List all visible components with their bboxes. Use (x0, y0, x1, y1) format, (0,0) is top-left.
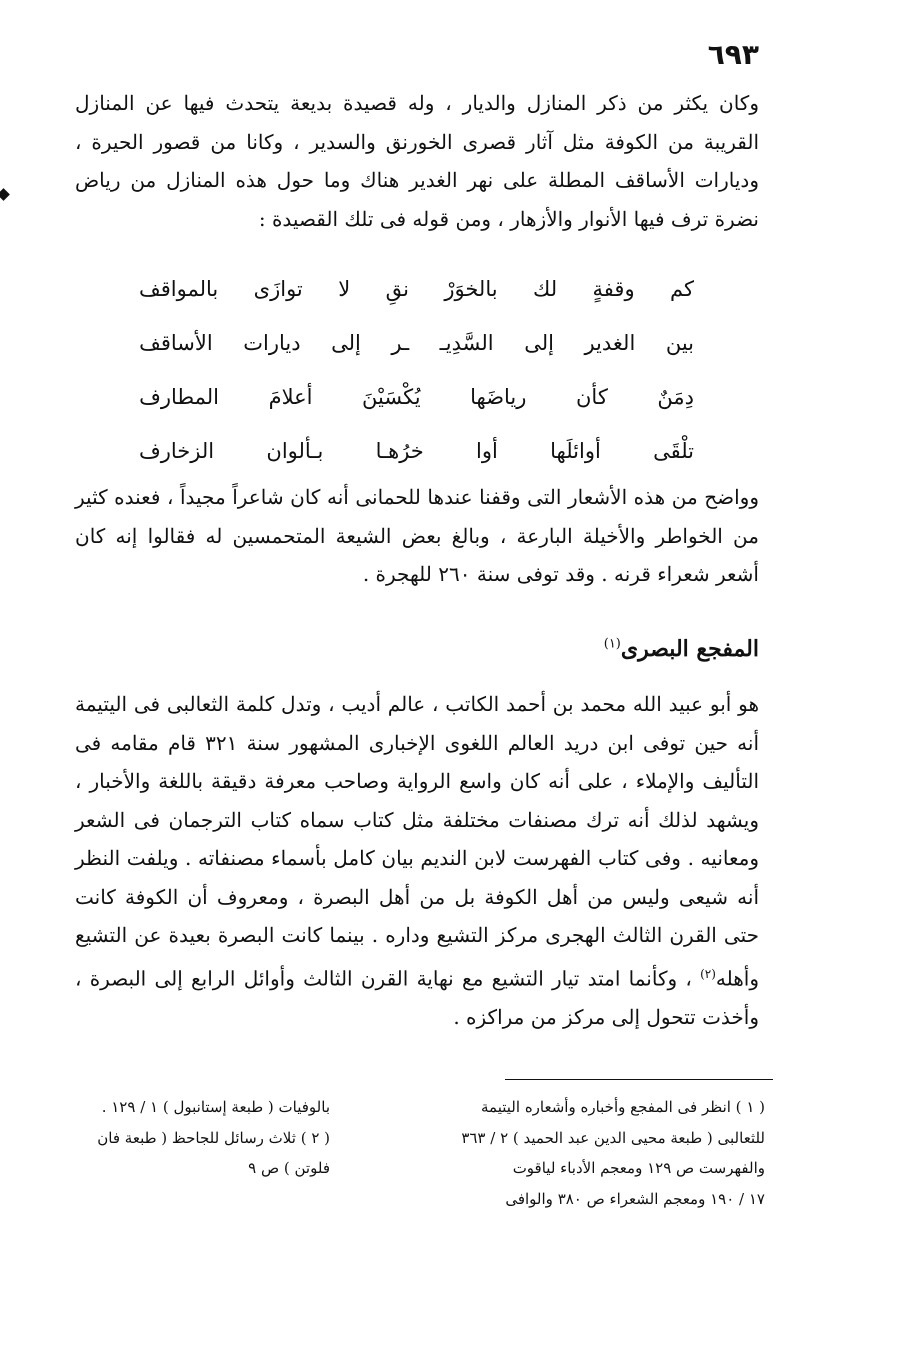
footnote-line: ( ٢ ) ثلاث رسائل للجاحظ ( طبعة فان (98, 1128, 331, 1147)
poem-line-4 (140, 424, 695, 478)
poem-word: وقفةٍ (593, 277, 636, 301)
poem-word: الغدير (585, 331, 637, 355)
paragraph-biography-end: ، وكأنما امتد تيار التشيع مع نهاية القرن الثالث وأوائل الرابع إلى البصرة ، وأخذت تتحول إلى مركز من مراكزه . (76, 966, 760, 1029)
poem-word: ـر (392, 331, 411, 355)
poem-word: كم (671, 277, 695, 301)
poem-word: لك (534, 277, 559, 301)
poem-word: ديارات (244, 331, 302, 355)
poem-word: السَّدِيـ (440, 331, 495, 355)
poem-word: كأن (577, 385, 609, 409)
poem-word: الأساقف (140, 331, 214, 355)
footnote-ref: (١) (604, 636, 622, 652)
poem-word: إلى (332, 331, 362, 355)
footnote-column-right (461, 1092, 766, 1214)
poem-word: لا (339, 277, 352, 301)
footnote-ref: (٢) (701, 966, 717, 981)
paragraph-conclusion: وواضح من هذه الأشعار التى وقفنا عندها للحمانى أنه كان شاعراً مجيداً ، فعنده كثير من الخواطر والأخيلة البارعة ، وبالغ بعض الشيعة المتحمسين له فقالوا إنه كان أشعر شعراء قرنه . وقد توفى سنة ٢٦٠ للهجرة . (76, 485, 760, 586)
paragraph-biography-text: هو أبو عبيد الله محمد بن أحمد الكاتب ، عالم أديب ، وتدل كلمة الثعالبى فى اليتيمة أنه حين توفى ابن دريد العالم اللغوى الإخبارى المشهور سنة ٣٢١ قام مقامه فى التأليف والإملاء ، على أنه كان واسع الرواية وصاحب معرفة دقيقة باللغة والأخبار ، ويشهد لذلك أنه ترك مصنفات مختلفة مثل كتاب سماه كتاب الترجمان فى الشعر ومعانيه . وفى كتاب الفهرست لابن النديم بيان كامل بأسماء مصنفاته . ويلفت النظر أنه شيعى وليس من أهل الكوفة بل من أهل البصرة ، ومعروف أن الكوفة كانت حتى القرن الثالث الهجرى مركز التشيع وداره . بينما كانت البصرة بعيدة عن التشيع وأهله (76, 692, 761, 991)
footnote-line: بالوفيات ( طبعة إستانبول ) ١ / ١٢٩ . (102, 1098, 331, 1116)
poem-word: إلى (525, 331, 555, 355)
footnote-line: والفهرست ص ١٢٩ ومعجم الأدباء لياقوت (513, 1159, 766, 1177)
poem (140, 262, 695, 478)
poem-word: تلْقَى (654, 439, 695, 463)
paragraph-intro: وكان يكثر من ذكر المنازل والديار ، وله قصيدة بديعة يتحدث فيها عن المنازل القريبة من الكوفة مثل آثار قصرى الخورنق والسدير ، وكانا من قصور الحيرة ، وديارات الأساقف المطلة على نهر الغدير هناك وما حول هذه المنازل من رياض نضرة ترف فيها الأنوار والأزهار ، ومن قوله فى تلك القصيدة : (76, 91, 760, 231)
poem-line-2 (140, 316, 695, 370)
footnote-line: ( ١ ) انظر فى المفجع وأخباره وأشعاره اليتيمة (482, 1098, 766, 1116)
poem-word: المطارف (140, 385, 220, 409)
footnotes (76, 1092, 766, 1214)
footnote-line: فلوتن ) ص ٩ (249, 1159, 331, 1177)
poem-word: رياضَها (471, 385, 528, 409)
footnote-line: للثعالبى ( طبعة محيى الدين عبد الحميد ) ٢ / ٣٦٣ (462, 1128, 766, 1147)
section-heading (520, 636, 760, 662)
footnote-divider (506, 1079, 774, 1080)
footnote-line: ١٧ / ١٩٠ ومعجم الشعراء ص ٣٨٠ والوافى (506, 1189, 766, 1208)
poem-word: أوائلَها (551, 439, 602, 463)
poem-word: بين (666, 331, 695, 355)
poem-line-1 (140, 262, 695, 316)
poem-word: توازَى (254, 277, 304, 301)
paragraph-biography (76, 685, 760, 1036)
poem-word: أعلامَ (269, 385, 314, 409)
poem-word: الزخارف (140, 439, 216, 463)
poem-word: دِمَنٌ (658, 385, 695, 409)
poem-word: يُكْسَيْنَ (363, 385, 422, 409)
page-number: ٣٩٦ (708, 38, 760, 71)
poem-word: خرُهـا (376, 439, 425, 463)
poem-word: بـألوان (267, 439, 325, 463)
poem-word: أوا (477, 439, 499, 463)
poem-word: بالمواقف (140, 277, 220, 301)
section-title: المفجع البصرى (621, 636, 760, 662)
poem-word: نقِ (386, 277, 410, 301)
footnote-column-left (76, 1092, 331, 1214)
poem-line-3 (140, 370, 695, 424)
page-edge-mark (0, 188, 11, 201)
poem-word: بالخوَرْ (445, 277, 499, 301)
